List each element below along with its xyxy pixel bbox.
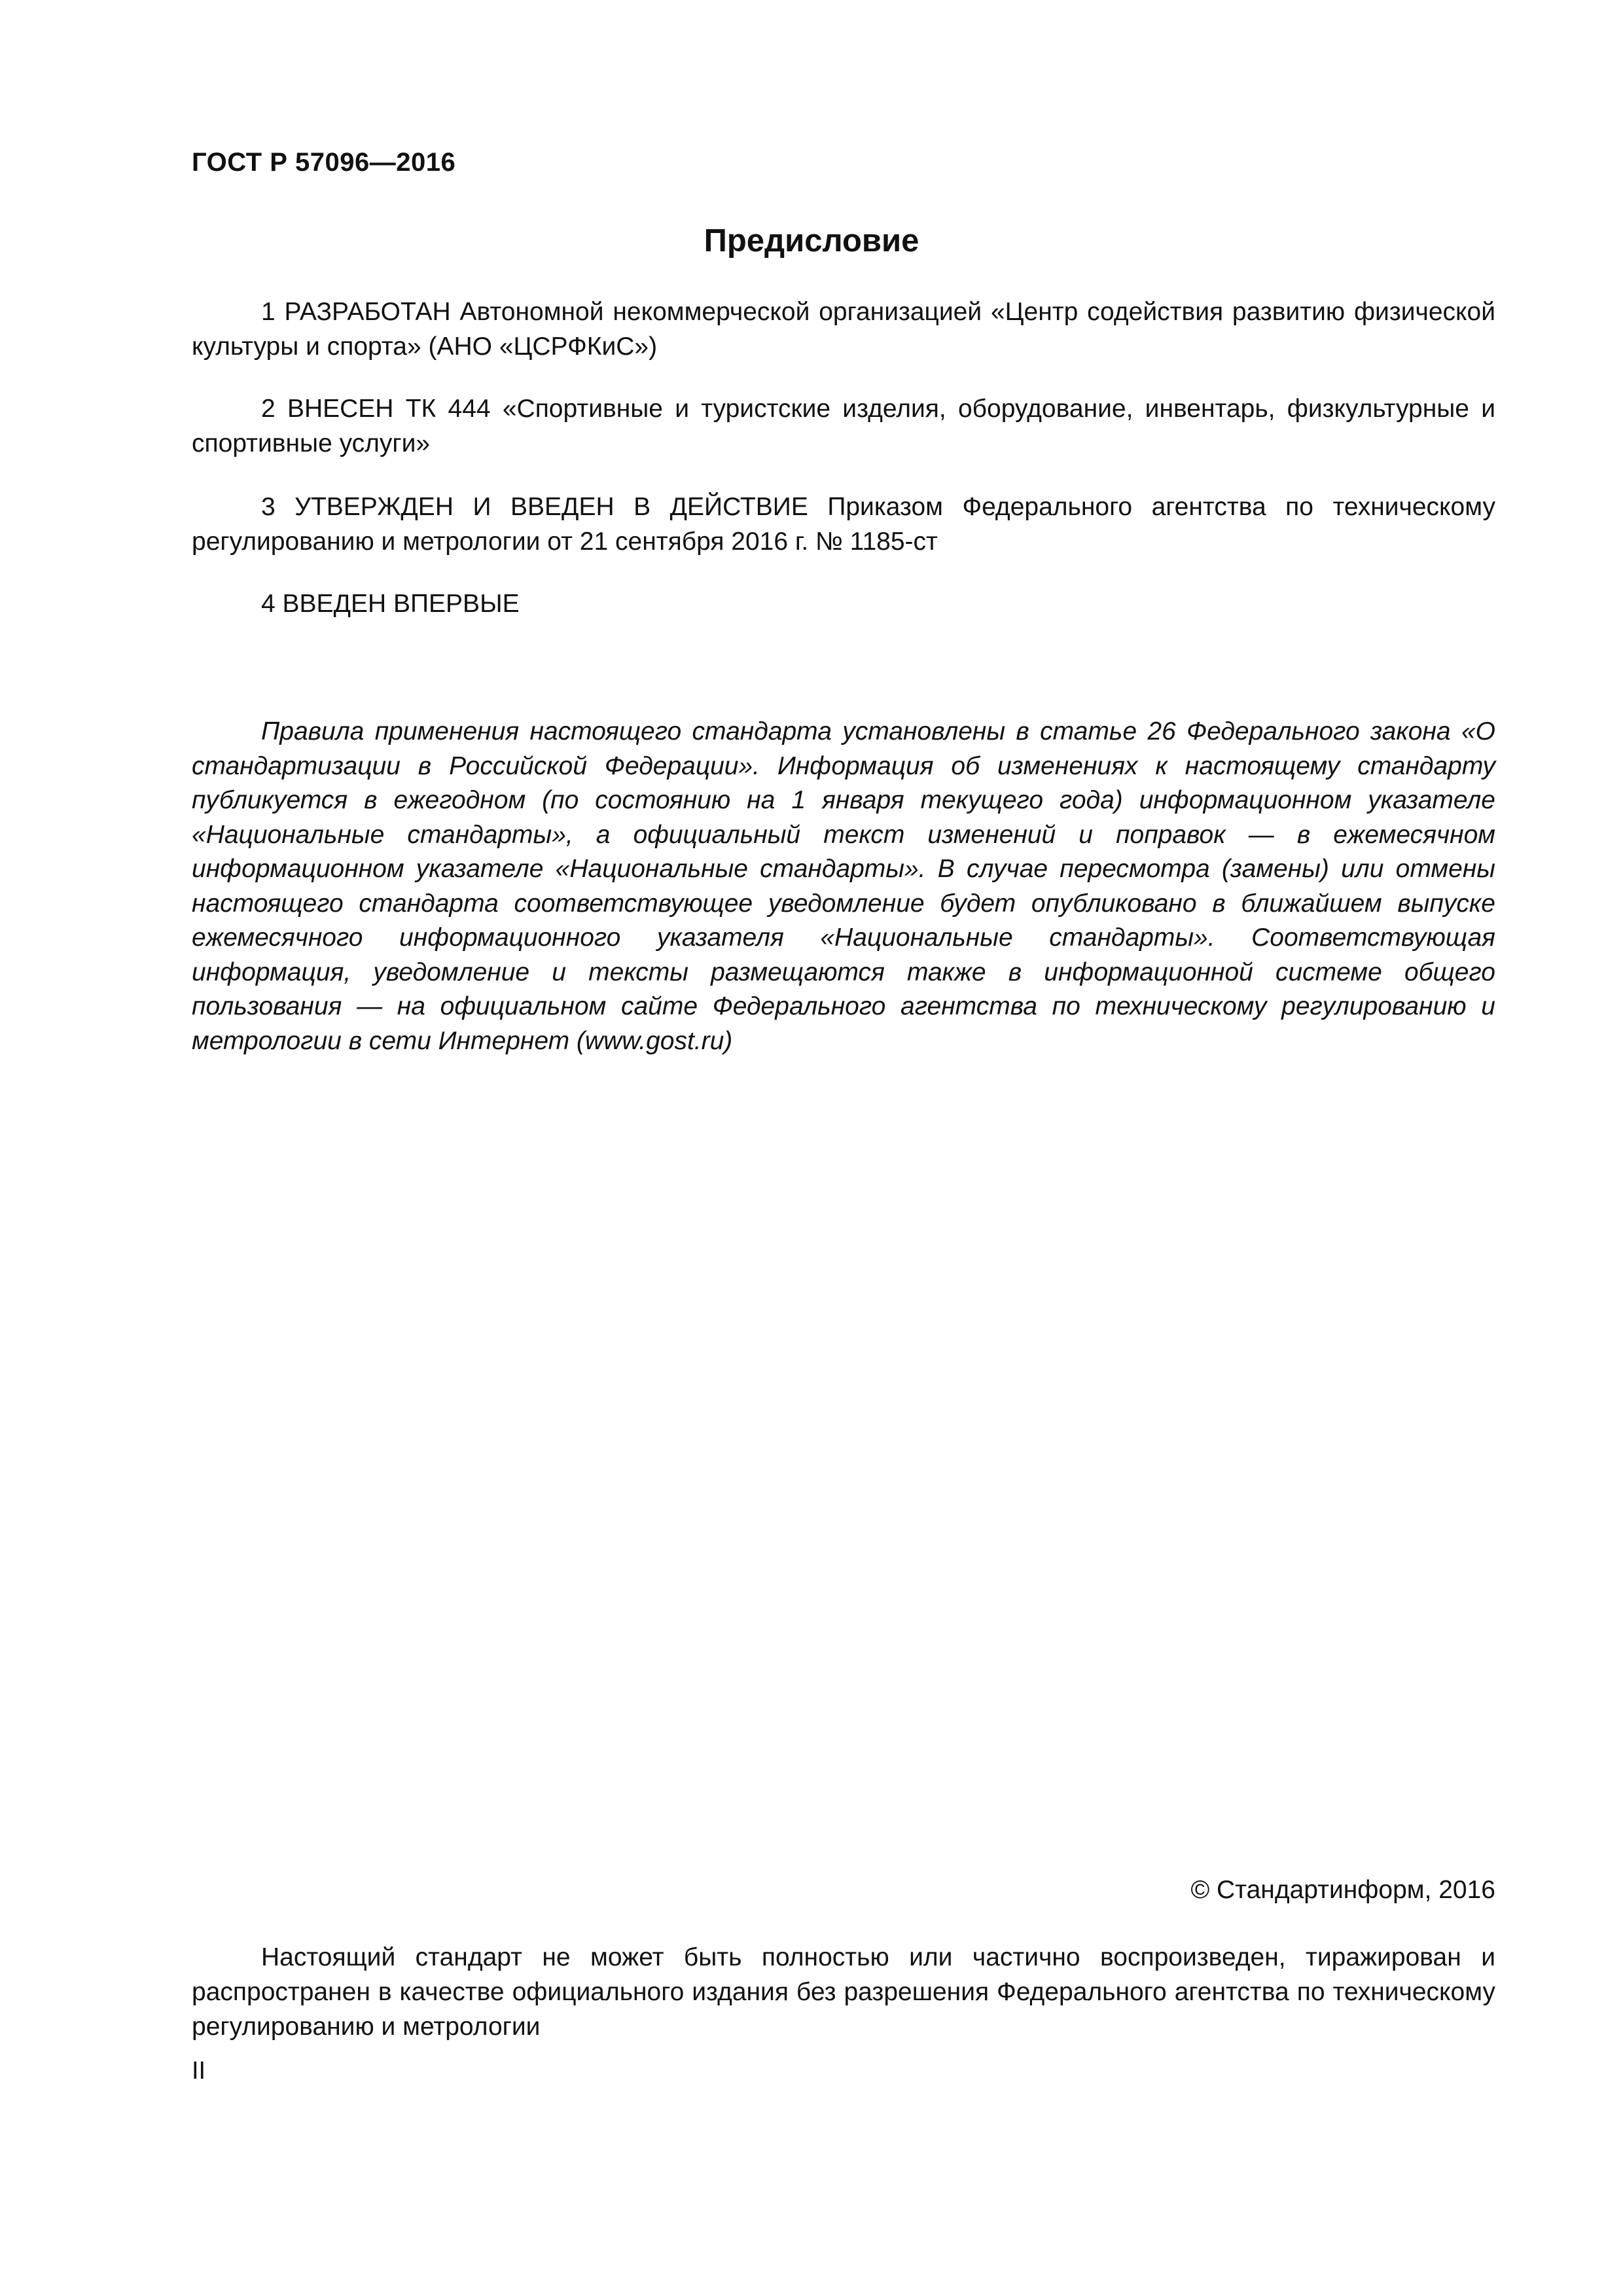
foreword-item-approved: 3 УТВЕРЖДЕН И ВВЕДЕН В ДЕЙСТВИЕ Приказом Федерального агентства по техническому регулированию и метрологии от 21 сентября 2016 г. № 1185-ст: [192, 493, 1495, 556]
foreword-item-developed: 1 РАЗРАБОТАН Автономной некоммерческой организацией «Центр содействия развитию физической культуры и спорта» (АНО «ЦСРФКиС»): [192, 298, 1495, 361]
copyright-line: © Стандартинформ, 2016: [1190, 1876, 1495, 1904]
page-title: Предисловие: [704, 223, 919, 259]
reproduction-notice: Настоящий стандарт не может быть полностью или частично воспроизведен, тиражирован и распространен в качестве официального издания без разрешения Федерального агентства по техническому регулированию и метрологии: [192, 1943, 1495, 2041]
standard-code-header: ГОСТ Р 57096—2016: [192, 148, 456, 177]
page-number: II: [192, 2057, 206, 2085]
foreword-item-introduced: 4 ВВЕДЕН ВПЕРВЫЕ: [261, 590, 520, 618]
foreword-item-submitted: 2 ВНЕСЕН ТК 444 «Спортивные и туристские изделия, оборудование, инвентарь, физкультурные и спортивные услуги»: [192, 395, 1495, 457]
application-rules-paragraph: Правила применения настоящего стандарта установлены в статье 26 Федерального закона «О стандартизации в Российской Федерации». Информация об изменениях к настоящему стандарту публикуется в ежегодном (по состоянию на 1 января текущего года) информационном указателе «Национальные стандарты», а официальный текст изменений и поправок — в ежемесячном информационном указателе «Национальные стандарты». В случае пересмотра (замены) или отмены настоящего стандарта соответствующее уведомление будет опубликовано в ближайшем выпуске ежемесячного информационного указателя «Национальные стандарты». Соответствующая информация, уведомление и тексты размещаются также в информационной системе общего пользования — на официальном сайте Федерального агентства по техническому регулированию и метрологии в сети Интернет (www.gost.ru): [192, 717, 1495, 1055]
